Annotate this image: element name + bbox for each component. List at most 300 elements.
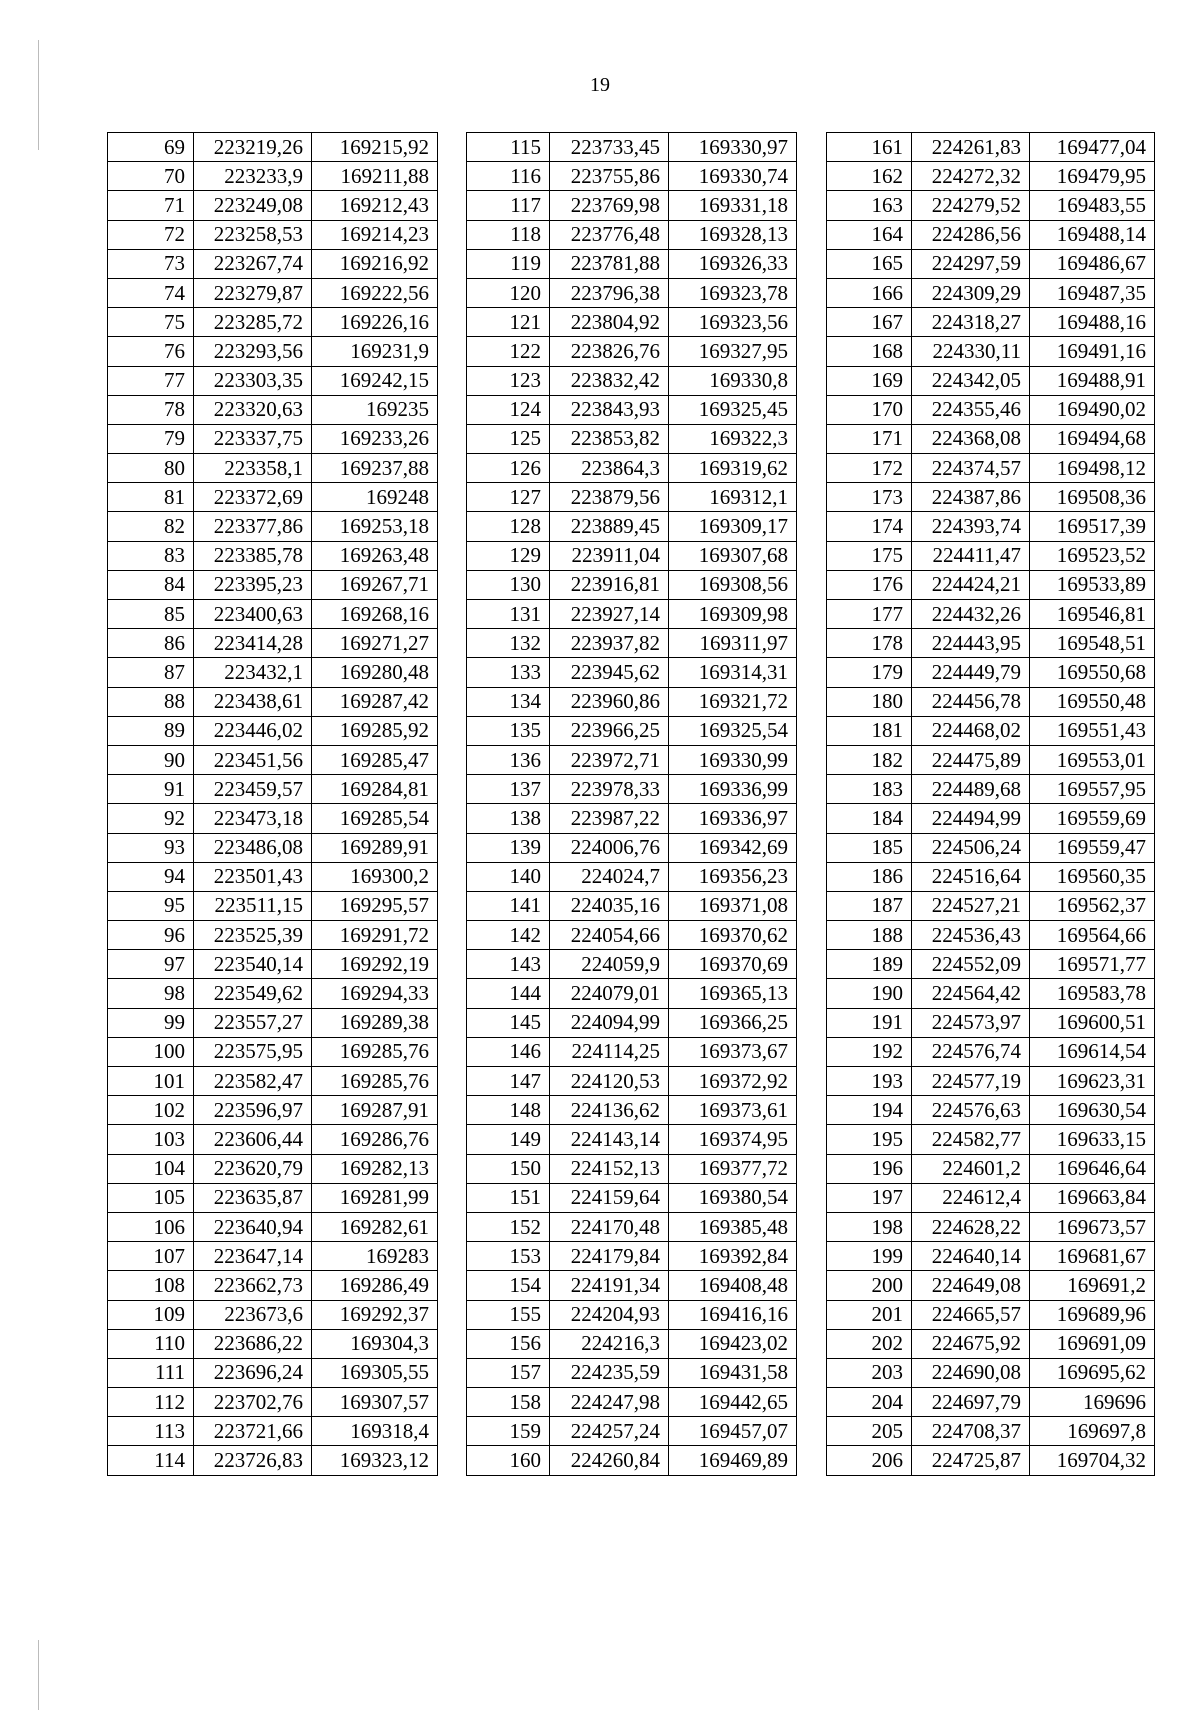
x-coordinate-cell: 224411,47 (912, 541, 1030, 570)
point-number-cell: 172 (827, 454, 912, 483)
point-number-cell: 107 (108, 1242, 194, 1271)
y-coordinate-cell: 169491,16 (1030, 337, 1155, 366)
y-coordinate-cell: 169309,98 (669, 600, 797, 629)
table-row (827, 1329, 1155, 1358)
table-row (827, 1212, 1155, 1241)
y-coordinate-cell: 169323,56 (669, 308, 797, 337)
point-number-cell: 134 (467, 687, 550, 716)
y-coordinate-cell: 169311,97 (669, 629, 797, 658)
point-number-cell: 71 (108, 191, 194, 220)
point-number-cell: 186 (827, 862, 912, 891)
point-number-cell: 204 (827, 1388, 912, 1417)
point-number-cell: 194 (827, 1096, 912, 1125)
point-number-cell: 138 (467, 804, 550, 833)
y-coordinate-cell: 169235 (312, 395, 438, 424)
point-number-cell: 70 (108, 162, 194, 191)
x-coordinate-cell: 224516,64 (912, 862, 1030, 891)
table-row (827, 1096, 1155, 1125)
y-coordinate-cell: 169286,49 (312, 1271, 438, 1300)
y-coordinate-cell: 169323,78 (669, 278, 797, 307)
y-coordinate-cell: 169365,13 (669, 979, 797, 1008)
point-number-cell: 182 (827, 745, 912, 774)
table-row (108, 1446, 438, 1475)
table-row (108, 1037, 438, 1066)
table-row (108, 716, 438, 745)
table-row (467, 191, 797, 220)
table-row (467, 424, 797, 453)
y-coordinate-cell: 169550,68 (1030, 658, 1155, 687)
table-row (467, 162, 797, 191)
point-number-cell: 93 (108, 833, 194, 862)
point-number-cell: 179 (827, 658, 912, 687)
table-row (467, 1446, 797, 1475)
table-row (827, 366, 1155, 395)
x-coordinate-cell: 223640,94 (194, 1212, 312, 1241)
point-number-cell: 168 (827, 337, 912, 366)
x-coordinate-cell: 223285,72 (194, 308, 312, 337)
table-row (827, 950, 1155, 979)
point-number-cell: 127 (467, 483, 550, 512)
y-coordinate-cell: 169559,69 (1030, 804, 1155, 833)
y-coordinate-cell: 169222,56 (312, 278, 438, 307)
table-row (108, 1154, 438, 1183)
y-coordinate-cell: 169557,95 (1030, 775, 1155, 804)
table-row (108, 891, 438, 920)
point-number-cell: 89 (108, 716, 194, 745)
point-number-cell: 104 (108, 1154, 194, 1183)
y-coordinate-cell: 169370,69 (669, 950, 797, 979)
y-coordinate-cell: 169289,91 (312, 833, 438, 862)
point-number-cell: 121 (467, 308, 550, 337)
x-coordinate-cell: 224690,08 (912, 1358, 1030, 1387)
table-row (467, 483, 797, 512)
point-number-cell: 199 (827, 1242, 912, 1271)
table-row (467, 1125, 797, 1154)
point-number-cell: 128 (467, 512, 550, 541)
table-row (467, 891, 797, 920)
table-row (467, 541, 797, 570)
table-row (827, 220, 1155, 249)
point-number-cell: 123 (467, 366, 550, 395)
point-number-cell: 150 (467, 1154, 550, 1183)
table-row (827, 921, 1155, 950)
y-coordinate-cell: 169292,19 (312, 950, 438, 979)
table-row (467, 1417, 797, 1446)
x-coordinate-cell: 223473,18 (194, 804, 312, 833)
point-number-cell: 203 (827, 1358, 912, 1387)
table-row (108, 600, 438, 629)
point-number-cell: 101 (108, 1067, 194, 1096)
point-number-cell: 122 (467, 337, 550, 366)
point-number-cell: 120 (467, 278, 550, 307)
x-coordinate-cell: 223451,56 (194, 745, 312, 774)
table-row (467, 862, 797, 891)
x-coordinate-cell: 223804,92 (550, 308, 669, 337)
x-coordinate-cell: 224576,63 (912, 1096, 1030, 1125)
point-number-cell: 196 (827, 1154, 912, 1183)
x-coordinate-cell: 224424,21 (912, 570, 1030, 599)
y-coordinate-cell: 169284,81 (312, 775, 438, 804)
table-row (827, 1008, 1155, 1037)
point-number-cell: 94 (108, 862, 194, 891)
table-row (467, 220, 797, 249)
table-row (827, 687, 1155, 716)
y-coordinate-cell: 169508,36 (1030, 483, 1155, 512)
y-coordinate-cell: 169300,2 (312, 862, 438, 891)
point-number-cell: 184 (827, 804, 912, 833)
point-number-cell: 137 (467, 775, 550, 804)
point-number-cell: 118 (467, 220, 550, 249)
table-row (467, 1358, 797, 1387)
x-coordinate-cell: 223414,28 (194, 629, 312, 658)
x-coordinate-cell: 224374,57 (912, 454, 1030, 483)
x-coordinate-cell: 224286,56 (912, 220, 1030, 249)
table-row (467, 804, 797, 833)
table-row (108, 1125, 438, 1154)
point-number-cell: 78 (108, 395, 194, 424)
point-number-cell: 131 (467, 600, 550, 629)
point-number-cell: 142 (467, 921, 550, 950)
x-coordinate-cell: 224143,14 (550, 1125, 669, 1154)
point-number-cell: 110 (108, 1329, 194, 1358)
table-row (827, 162, 1155, 191)
table-row (827, 1242, 1155, 1271)
x-coordinate-cell: 224489,68 (912, 775, 1030, 804)
y-coordinate-cell: 169285,76 (312, 1037, 438, 1066)
y-coordinate-cell: 169283 (312, 1242, 438, 1271)
table-row (827, 1183, 1155, 1212)
y-coordinate-cell: 169696 (1030, 1388, 1155, 1417)
table-row (108, 804, 438, 833)
x-coordinate-cell: 224564,42 (912, 979, 1030, 1008)
table-row (827, 1037, 1155, 1066)
table-row (108, 337, 438, 366)
table-row (827, 395, 1155, 424)
table-row (827, 1067, 1155, 1096)
point-number-cell: 148 (467, 1096, 550, 1125)
x-coordinate-cell: 223438,61 (194, 687, 312, 716)
table-row (467, 658, 797, 687)
table-row (108, 278, 438, 307)
point-number-cell: 143 (467, 950, 550, 979)
x-coordinate-cell: 223377,86 (194, 512, 312, 541)
x-coordinate-cell: 224006,76 (550, 833, 669, 862)
point-number-cell: 79 (108, 424, 194, 453)
point-number-cell: 119 (467, 249, 550, 278)
table-row (467, 1271, 797, 1300)
y-coordinate-cell: 169242,15 (312, 366, 438, 395)
table-row (108, 308, 438, 337)
y-coordinate-cell: 169285,92 (312, 716, 438, 745)
y-coordinate-cell: 169271,27 (312, 629, 438, 658)
table-row (467, 921, 797, 950)
table-row (108, 570, 438, 599)
x-coordinate-cell: 223459,57 (194, 775, 312, 804)
x-coordinate-cell: 223258,53 (194, 220, 312, 249)
x-coordinate-cell: 223549,62 (194, 979, 312, 1008)
y-coordinate-cell: 169328,13 (669, 220, 797, 249)
y-coordinate-cell: 169494,68 (1030, 424, 1155, 453)
point-number-cell: 83 (108, 541, 194, 570)
table-row (467, 950, 797, 979)
y-coordinate-cell: 169646,64 (1030, 1154, 1155, 1183)
y-coordinate-cell: 169488,14 (1030, 220, 1155, 249)
x-coordinate-cell: 224170,48 (550, 1212, 669, 1241)
table-row (827, 745, 1155, 774)
table-row (108, 658, 438, 687)
point-number-cell: 96 (108, 921, 194, 950)
table-row (108, 541, 438, 570)
x-coordinate-cell: 224675,92 (912, 1329, 1030, 1358)
y-coordinate-cell: 169487,35 (1030, 278, 1155, 307)
y-coordinate-cell: 169330,99 (669, 745, 797, 774)
x-coordinate-cell: 224279,52 (912, 191, 1030, 220)
x-coordinate-cell: 224191,34 (550, 1271, 669, 1300)
y-coordinate-cell: 169479,95 (1030, 162, 1155, 191)
point-number-cell: 162 (827, 162, 912, 191)
y-coordinate-cell: 169295,57 (312, 891, 438, 920)
x-coordinate-cell: 223320,63 (194, 395, 312, 424)
x-coordinate-cell: 224577,19 (912, 1067, 1030, 1096)
point-number-cell: 115 (467, 133, 550, 162)
table-row (827, 308, 1155, 337)
y-coordinate-cell: 169214,23 (312, 220, 438, 249)
y-coordinate-cell: 169380,54 (669, 1183, 797, 1212)
x-coordinate-cell: 224456,78 (912, 687, 1030, 716)
y-coordinate-cell: 169374,95 (669, 1125, 797, 1154)
y-coordinate-cell: 169289,38 (312, 1008, 438, 1037)
coordinates-table-2 (466, 132, 797, 1476)
y-coordinate-cell: 169571,77 (1030, 950, 1155, 979)
x-coordinate-cell: 223279,87 (194, 278, 312, 307)
y-coordinate-cell: 169282,61 (312, 1212, 438, 1241)
x-coordinate-cell: 224059,9 (550, 950, 669, 979)
x-coordinate-cell: 223372,69 (194, 483, 312, 512)
point-number-cell: 113 (108, 1417, 194, 1446)
point-number-cell: 92 (108, 804, 194, 833)
y-coordinate-cell: 169408,48 (669, 1271, 797, 1300)
point-number-cell: 183 (827, 775, 912, 804)
x-coordinate-cell: 224136,62 (550, 1096, 669, 1125)
point-number-cell: 200 (827, 1271, 912, 1300)
y-coordinate-cell: 169248 (312, 483, 438, 512)
point-number-cell: 98 (108, 979, 194, 1008)
x-coordinate-cell: 224536,43 (912, 921, 1030, 950)
y-coordinate-cell: 169330,97 (669, 133, 797, 162)
point-number-cell: 129 (467, 541, 550, 570)
x-coordinate-cell: 223293,56 (194, 337, 312, 366)
y-coordinate-cell: 169307,68 (669, 541, 797, 570)
table-row (108, 1388, 438, 1417)
table-row (108, 745, 438, 774)
x-coordinate-cell: 223635,87 (194, 1183, 312, 1212)
point-number-cell: 151 (467, 1183, 550, 1212)
point-number-cell: 147 (467, 1067, 550, 1096)
x-coordinate-cell: 224235,59 (550, 1358, 669, 1387)
x-coordinate-cell: 223662,73 (194, 1271, 312, 1300)
x-coordinate-cell: 223911,04 (550, 541, 669, 570)
y-coordinate-cell: 169697,8 (1030, 1417, 1155, 1446)
point-number-cell: 159 (467, 1417, 550, 1446)
y-coordinate-cell: 169488,91 (1030, 366, 1155, 395)
y-coordinate-cell: 169681,67 (1030, 1242, 1155, 1271)
point-number-cell: 157 (467, 1358, 550, 1387)
point-number-cell: 135 (467, 716, 550, 745)
table-row (108, 483, 438, 512)
x-coordinate-cell: 223219,26 (194, 133, 312, 162)
x-coordinate-cell: 224114,25 (550, 1037, 669, 1066)
table-row (108, 1417, 438, 1446)
x-coordinate-cell: 223927,14 (550, 600, 669, 629)
point-number-cell: 190 (827, 979, 912, 1008)
y-coordinate-cell: 169263,48 (312, 541, 438, 570)
table-row (827, 979, 1155, 1008)
point-number-cell: 193 (827, 1067, 912, 1096)
x-coordinate-cell: 223889,45 (550, 512, 669, 541)
table-row (827, 804, 1155, 833)
x-coordinate-cell: 224079,01 (550, 979, 669, 1008)
x-coordinate-cell: 223987,22 (550, 804, 669, 833)
x-coordinate-cell: 224640,14 (912, 1242, 1030, 1271)
point-number-cell: 117 (467, 191, 550, 220)
point-number-cell: 109 (108, 1300, 194, 1329)
x-coordinate-cell: 224024,7 (550, 862, 669, 891)
y-coordinate-cell: 169553,01 (1030, 745, 1155, 774)
x-coordinate-cell: 224582,77 (912, 1125, 1030, 1154)
table-row (467, 249, 797, 278)
table-row (108, 162, 438, 191)
y-coordinate-cell: 169442,65 (669, 1388, 797, 1417)
table-row (827, 1446, 1155, 1475)
table-row (467, 1183, 797, 1212)
point-number-cell: 103 (108, 1125, 194, 1154)
x-coordinate-cell: 224725,87 (912, 1446, 1030, 1475)
y-coordinate-cell: 169253,18 (312, 512, 438, 541)
table-row (108, 862, 438, 891)
x-coordinate-cell: 223960,86 (550, 687, 669, 716)
y-coordinate-cell: 169550,48 (1030, 687, 1155, 716)
y-coordinate-cell: 169308,56 (669, 570, 797, 599)
point-number-cell: 164 (827, 220, 912, 249)
table-row (467, 1329, 797, 1358)
point-number-cell: 140 (467, 862, 550, 891)
x-coordinate-cell: 224628,22 (912, 1212, 1030, 1241)
x-coordinate-cell: 224449,79 (912, 658, 1030, 687)
x-coordinate-cell: 224387,86 (912, 483, 1030, 512)
y-coordinate-cell: 169268,16 (312, 600, 438, 629)
table-row (467, 1067, 797, 1096)
point-number-cell: 201 (827, 1300, 912, 1329)
table-row (108, 687, 438, 716)
point-number-cell: 202 (827, 1329, 912, 1358)
point-number-cell: 84 (108, 570, 194, 599)
x-coordinate-cell: 223755,86 (550, 162, 669, 191)
point-number-cell: 146 (467, 1037, 550, 1066)
x-coordinate-cell: 223249,08 (194, 191, 312, 220)
y-coordinate-cell: 169498,12 (1030, 454, 1155, 483)
x-coordinate-cell: 223596,97 (194, 1096, 312, 1125)
y-coordinate-cell: 169523,52 (1030, 541, 1155, 570)
point-number-cell: 100 (108, 1037, 194, 1066)
x-coordinate-cell: 223696,24 (194, 1358, 312, 1387)
table-row (108, 1212, 438, 1241)
table-row (467, 1242, 797, 1271)
point-number-cell: 205 (827, 1417, 912, 1446)
x-coordinate-cell: 224527,21 (912, 891, 1030, 920)
table-row (467, 1096, 797, 1125)
x-coordinate-cell: 223620,79 (194, 1154, 312, 1183)
table-row (827, 716, 1155, 745)
x-coordinate-cell: 224272,32 (912, 162, 1030, 191)
point-number-cell: 197 (827, 1183, 912, 1212)
x-coordinate-cell: 223511,15 (194, 891, 312, 920)
y-coordinate-cell: 169231,9 (312, 337, 438, 366)
point-number-cell: 132 (467, 629, 550, 658)
x-coordinate-cell: 223972,71 (550, 745, 669, 774)
table-row (108, 1300, 438, 1329)
y-coordinate-cell: 169689,96 (1030, 1300, 1155, 1329)
table-row (467, 716, 797, 745)
x-coordinate-cell: 223879,56 (550, 483, 669, 512)
x-coordinate-cell: 224120,53 (550, 1067, 669, 1096)
table-row (108, 950, 438, 979)
table-row (827, 512, 1155, 541)
y-coordinate-cell: 169560,35 (1030, 862, 1155, 891)
x-coordinate-cell: 223945,62 (550, 658, 669, 687)
point-number-cell: 75 (108, 308, 194, 337)
x-coordinate-cell: 224318,27 (912, 308, 1030, 337)
y-coordinate-cell: 169373,67 (669, 1037, 797, 1066)
x-coordinate-cell: 223726,83 (194, 1446, 312, 1475)
table-row (827, 629, 1155, 658)
y-coordinate-cell: 169286,76 (312, 1125, 438, 1154)
y-coordinate-cell: 169633,15 (1030, 1125, 1155, 1154)
x-coordinate-cell: 223358,1 (194, 454, 312, 483)
point-number-cell: 176 (827, 570, 912, 599)
y-coordinate-cell: 169215,92 (312, 133, 438, 162)
point-number-cell: 149 (467, 1125, 550, 1154)
y-coordinate-cell: 169423,02 (669, 1329, 797, 1358)
y-coordinate-cell: 169392,84 (669, 1242, 797, 1271)
x-coordinate-cell: 223776,48 (550, 220, 669, 249)
y-coordinate-cell: 169583,78 (1030, 979, 1155, 1008)
y-coordinate-cell: 169330,74 (669, 162, 797, 191)
y-coordinate-cell: 169371,08 (669, 891, 797, 920)
point-number-cell: 97 (108, 950, 194, 979)
y-coordinate-cell: 169314,31 (669, 658, 797, 687)
point-number-cell: 90 (108, 745, 194, 774)
point-number-cell: 155 (467, 1300, 550, 1329)
table-row (827, 1271, 1155, 1300)
x-coordinate-cell: 223966,25 (550, 716, 669, 745)
point-number-cell: 165 (827, 249, 912, 278)
x-coordinate-cell: 223864,3 (550, 454, 669, 483)
table-row (827, 1358, 1155, 1387)
point-number-cell: 171 (827, 424, 912, 453)
x-coordinate-cell: 224665,57 (912, 1300, 1030, 1329)
x-coordinate-cell: 224432,26 (912, 600, 1030, 629)
x-coordinate-cell: 223937,82 (550, 629, 669, 658)
x-coordinate-cell: 224368,08 (912, 424, 1030, 453)
y-coordinate-cell: 169336,99 (669, 775, 797, 804)
point-number-cell: 91 (108, 775, 194, 804)
x-coordinate-cell: 224260,84 (550, 1446, 669, 1475)
y-coordinate-cell: 169431,58 (669, 1358, 797, 1387)
y-coordinate-cell: 169292,37 (312, 1300, 438, 1329)
point-number-cell: 86 (108, 629, 194, 658)
table-row (827, 454, 1155, 483)
y-coordinate-cell: 169663,84 (1030, 1183, 1155, 1212)
